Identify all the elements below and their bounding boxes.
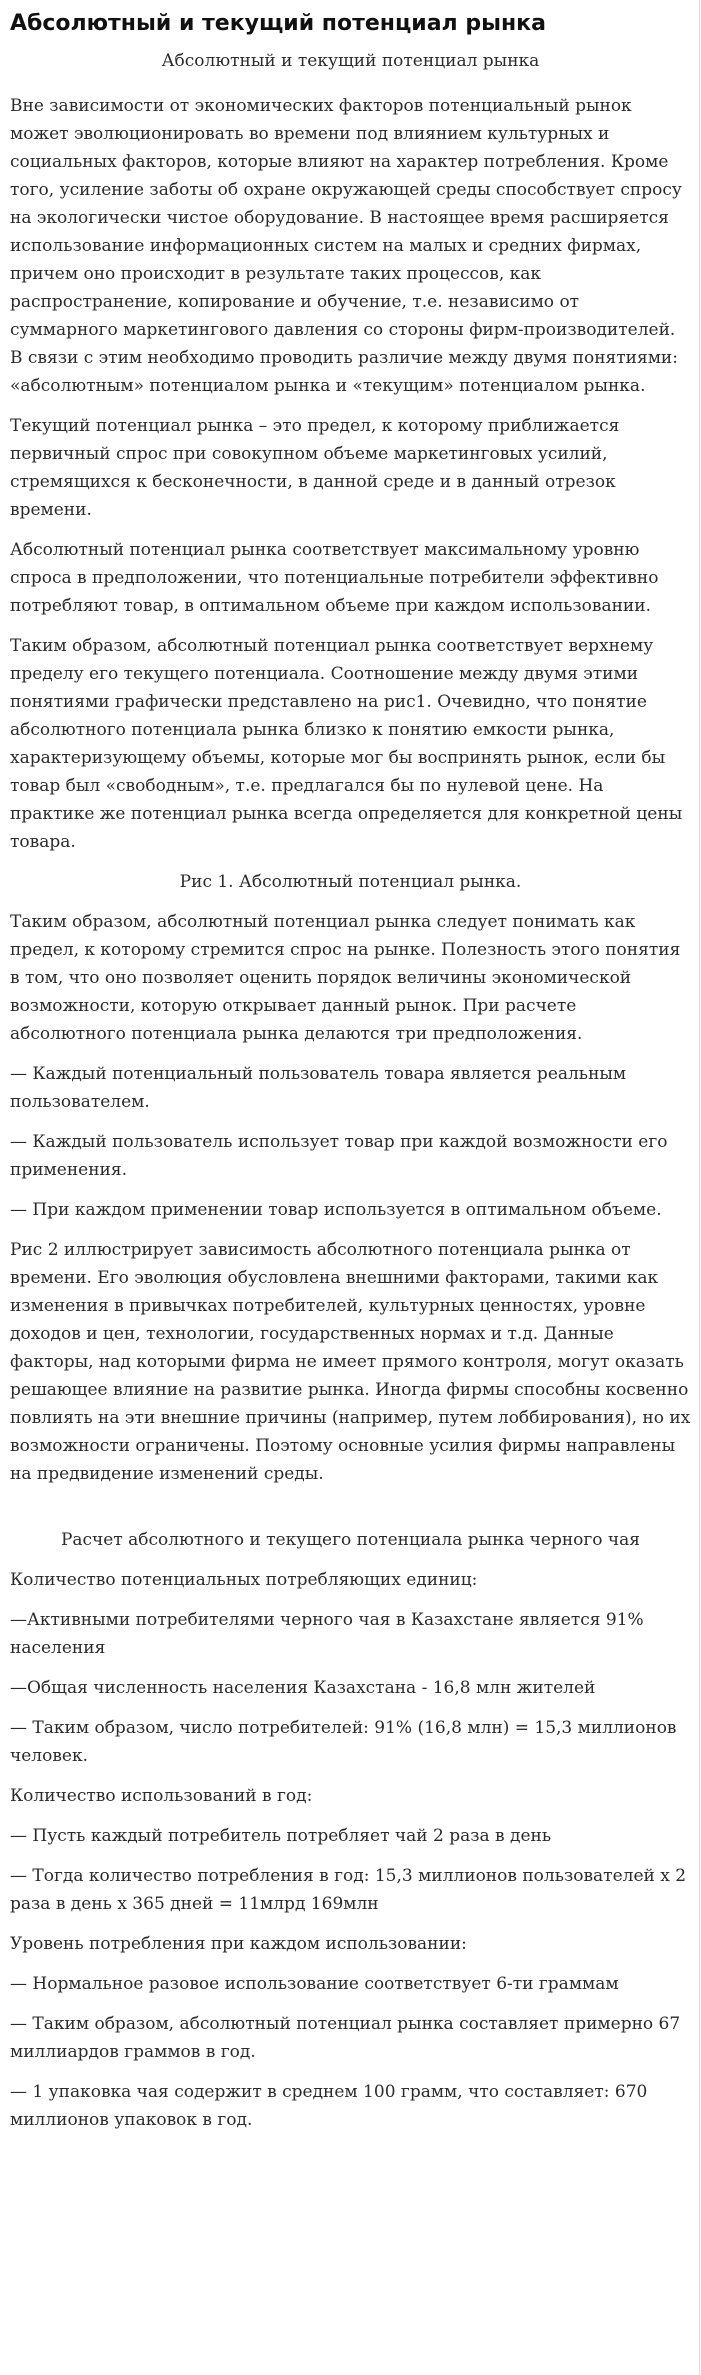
page-border: [699, 0, 700, 2375]
list-item: — Каждый пользователь использует товар при каждой возможности его применения.: [10, 1132, 668, 1180]
section-heading-calculation: Расчет абсолютного и текущего потенциала рынка черного чая: [60, 1530, 641, 1550]
list-item: — 1 упаковка чая содержит в среднем 100 грамм, что составляет: 670 миллионов упаковок в год.: [10, 2082, 648, 2130]
list-item: —Общая численность населения Казахстана - 16,8 млн жителей: [10, 1678, 596, 1698]
list-item: — Таким образом, абсолютный потенциал рынка составляет примерно 67 миллиардов граммов в год.: [10, 2014, 681, 2062]
figure-caption: Рис 1. Абсолютный потенциал рынка.: [179, 872, 522, 892]
list-item: — Каждый потенциальный пользователь товара является реальным пользователем.: [10, 1064, 627, 1112]
article-subtitle: Абсолютный и текущий потенциал рынка: [161, 51, 540, 71]
paragraph-uses: Количество использований в год:: [10, 1786, 313, 1806]
list-item: —Активными потребителями черного чая в Казахстане является 91% населения: [10, 1610, 644, 1658]
page-title: Абсолютный и текущий потенциал рынка: [10, 11, 546, 36]
list-item: — При каждом применении товар используется в оптимальном объеме.: [10, 1200, 662, 1220]
paragraph-level: Уровень потребления при каждом использовании:: [10, 1934, 467, 1954]
paragraph-limit: Таким образом, абсолютный потенциал рынка следует понимать как предел, к которому стремится спрос на рынке. Полезность этого понятия в том, что оно позволяет оценить порядок величины экономической возможности, которую открывает данный рынок. При расчете абсолютного потенциала рынка делаются три предположения.: [10, 912, 681, 1044]
paragraph-units: Количество потенциальных потребляющих единиц:: [10, 1570, 478, 1590]
list-item: — Тогда количество потребления в год: 15,3 миллионов пользователей х 2 раза в день х 365 дней = 11млрд 169млн: [10, 1866, 687, 1914]
list-item: — Таким образом, число потребителей: 91% (16,8 млн) = 15,3 миллионов человек.: [10, 1718, 677, 1766]
paragraph-absolute-potential: Абсолютный потенциал рынка соответствует максимальному уровню спроса в предположении, что потенциальные потребители эффективно потребляют товар, в оптимальном объеме при каждом использовании.: [10, 540, 659, 616]
paragraph-current-potential: Текущий потенциал рынка – это предел, к которому приближается первичный спрос при совокупном объеме маркетинговых усилий, стремящихся к бесконечности, в данной среде и в данный отрезок времени.: [10, 416, 620, 520]
list-item: — Пусть каждый потребитель потребляет чай 2 раза в день: [10, 1826, 552, 1846]
paragraph-intro: Вне зависимости от экономических факторов потенциальный рынок может эволюционировать во времени под влиянием культурных и социальных факторов, которые влияют на характер потребления. Кроме того, усиление заботы об охране окружающей среды способствует спросу на экологически чистое оборудование. В настоящее время расширяется использование информационных систем на малых и средних фирмах, причем оно происходит в результате таких процессов, как распространение, копирование и обучение, т.е. независимо от суммарного маркетингового давления со стороны фирм-производителей. В связи с этим необходимо проводить различие между двумя понятиями: «абсолютным» потенциалом рынка и «текущим» потенциалом рынка.: [10, 96, 682, 396]
paragraph-evolution: Рис 2 иллюстрирует зависимость абсолютного потенциала рынка от времени. Его эволюция обусловлена внешними факторами, такими как изменения в привычках потребителей, культурных ценностях, уровне доходов и цен, технологии, государственных нормах и т.д. Данные факторы, над которыми фирма не имеет прямого контроля, могут оказать решающее влияние на развитие рынка. Иногда фирмы способны косвенно повлиять на эти внешние причины (например, путем лоббирования), но их возможности ограничены. Поэтому основные усилия фирмы направлены на предвидение изменений среды.: [10, 1240, 691, 1484]
paragraph-relation: Таким образом, абсолютный потенциал рынка соответствует верхнему пределу его текущего потенциала. Соотношение между двумя этими понятиями графически представлено на рис1. Очевидно, что понятие абсолютного потенциала рынка близко к понятию емкости рынка, характеризующему объемы, которые мог бы воспринять рынок, если бы товар был «свободным», т.е. предлагался бы по нулевой цене. На практике же потенциал рынка всегда определяется для конкретной цены товара.: [10, 636, 683, 852]
list-item: — Нормальное разовое использование соответствует 6-ти граммам: [10, 1974, 619, 1994]
